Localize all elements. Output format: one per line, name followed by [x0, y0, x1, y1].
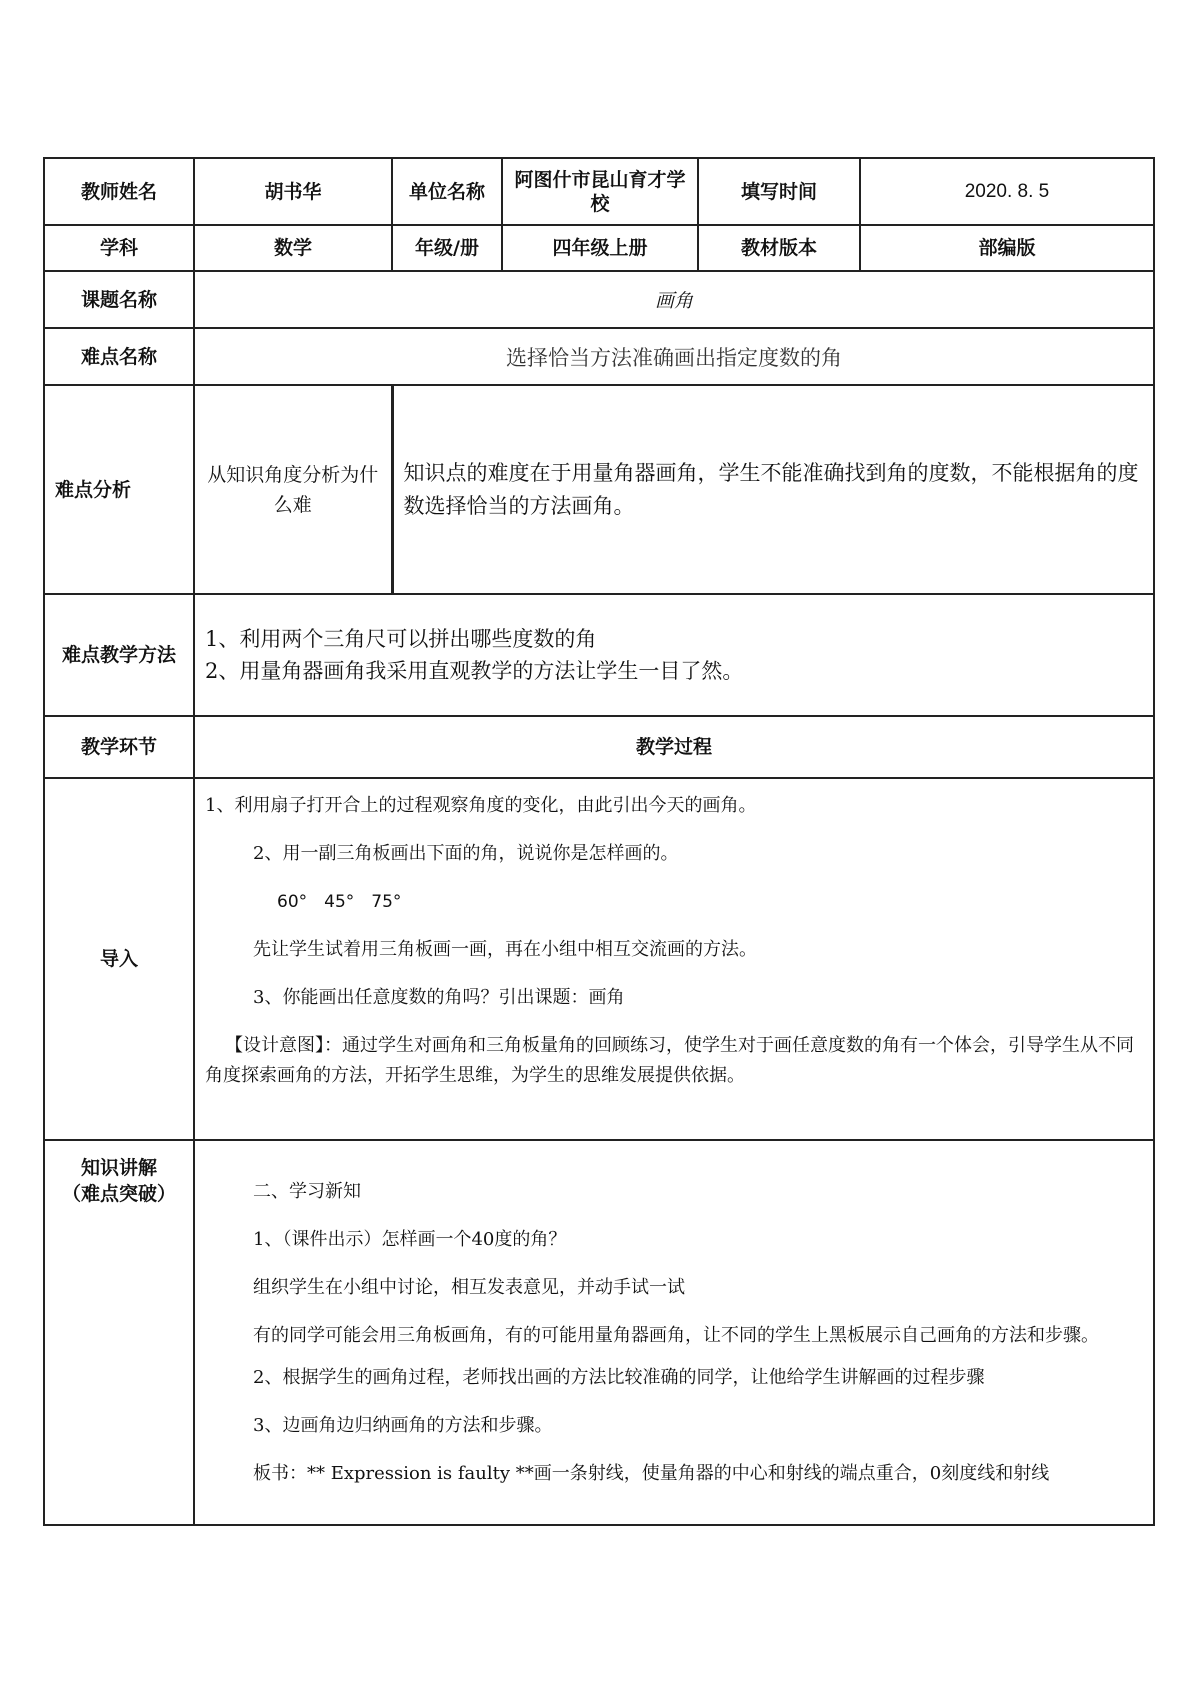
subject-label: 学科 [44, 225, 194, 271]
analysis-sub-label: 从知识角度分析为什么难 [194, 385, 392, 594]
fill-date-label: 填写时间 [698, 158, 860, 225]
intro-paragraph-4: 先让学生试着用三角板画一画，再在小组中相互交流画的方法。 [253, 939, 757, 960]
method-label: 难点教学方法 [44, 594, 194, 716]
knowledge-content [194, 1140, 1154, 1525]
difficulty-label: 难点名称 [44, 328, 194, 385]
teacher-name-label: 教师姓名 [44, 158, 194, 225]
knowledge-label-line-1: 知识讲解 [80, 1157, 157, 1179]
analysis-row [44, 385, 1154, 594]
knowledge-paragraph-3: 组织学生在小组中讨论，相互发表意见，并动手试一试 [253, 1277, 685, 1298]
teaching-process-label: 教学过程 [194, 716, 1154, 778]
intro-design-intent: 【设计意图】：通过学生对画角和三角板量角的回顾练习，使学生对于画任意度数的角有一个体会，引导学生从不同角度探索画角的方法，开拓学生思维，为学生的思维发展提供依据。 [205, 1035, 1134, 1086]
grade-value: 四年级上册 [502, 225, 698, 271]
knowledge-row [44, 1140, 1154, 1525]
knowledge-label [44, 1140, 194, 1525]
unit-name-value: 阿图什市昆山育才学校 [502, 158, 698, 225]
fill-date-value: 2020. 8. 5 [860, 158, 1154, 225]
knowledge-paragraph-2: 1、（课件出示）怎样画一个40度的角？ [253, 1229, 567, 1250]
difficulty-row [44, 328, 1154, 385]
intro-paragraph-1: 1、利用扇子打开合上的过程观察角度的变化，由此引出今天的画角。 [205, 795, 757, 816]
edition-value: 部编版 [860, 225, 1154, 271]
lesson-plan-table [43, 157, 1155, 1526]
header-row-1 [44, 158, 1154, 225]
intro-label: 导入 [44, 778, 194, 1140]
knowledge-paragraph-5: 2、根据学生的画角过程，老师找出画的方法比较准确的同学，让他给学生讲解画的过程步骤 [253, 1367, 985, 1388]
method-row [44, 594, 1154, 716]
unit-name-label: 单位名称 [392, 158, 502, 225]
knowledge-paragraph-1: 二、学习新知 [253, 1181, 361, 1202]
topic-label: 课题名称 [44, 271, 194, 328]
analysis-text: 知识点的难度在于用量角器画角，学生不能准确找到角的度数，不能根据角的度数选择恰当的方法画角。 [392, 385, 1154, 594]
method-line-2: 2、用量角器画角我采用直观教学的方法让学生一目了然。 [205, 659, 744, 683]
analysis-label: 难点分析 [44, 385, 194, 594]
section-header-row [44, 716, 1154, 778]
difficulty-value: 选择恰当方法准确画出指定度数的角 [194, 328, 1154, 385]
knowledge-paragraph-7: 板书：** Expression is faulty **画一条射线，使量角器的中心和射线的端点重合，0刻度线和射线 [253, 1463, 1050, 1484]
knowledge-label-line-2: （难点突破） [61, 1183, 176, 1205]
method-line-1: 1、利用两个三角尺可以拼出哪些度数的角 [205, 627, 597, 651]
knowledge-paragraph-4: 有的同学可能会用三角板画角，有的可能用量角器画角，让不同的学生上黑板展示自己画角的方法和步骤。 [253, 1325, 1099, 1346]
method-content [194, 594, 1154, 716]
topic-value: 画角 [194, 271, 1154, 328]
teacher-name-value: 胡书华 [194, 158, 392, 225]
edition-label: 教材版本 [698, 225, 860, 271]
grade-label: 年级/册 [392, 225, 502, 271]
intro-paragraph-5: 3、你能画出任意度数的角吗？引出课题：画角 [253, 987, 625, 1008]
intro-row [44, 778, 1154, 1140]
knowledge-paragraph-6: 3、边画角边归纳画角的方法和步骤。 [253, 1415, 553, 1436]
topic-row [44, 271, 1154, 328]
intro-content [194, 778, 1154, 1140]
intro-paragraph-2: 2、用一副三角板画出下面的角，说说你是怎样画的。 [253, 843, 679, 864]
teaching-stage-label: 教学环节 [44, 716, 194, 778]
subject-value: 数学 [194, 225, 392, 271]
header-row-2 [44, 225, 1154, 271]
intro-angle-values: 60° 45° 75° [277, 892, 402, 912]
